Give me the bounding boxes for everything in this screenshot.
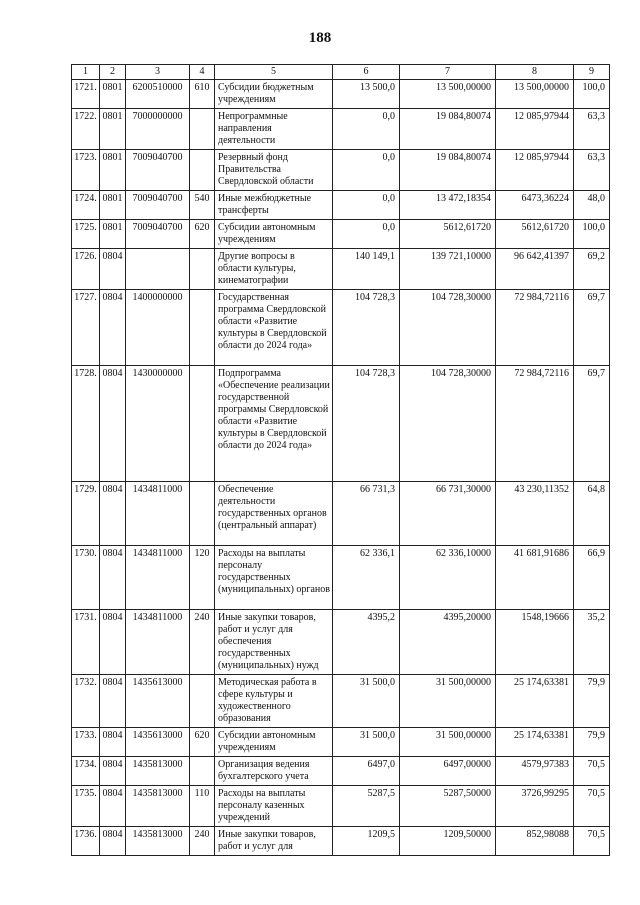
table-row (72, 728, 610, 757)
value-col6: 1209,5 (333, 827, 400, 856)
expense-type: 240 (190, 610, 215, 675)
row-number: 1723. (72, 150, 100, 191)
item-name: Подпрограмма «Обеспечение реализации государственной программы Свердловской области «Развитие культуры в Свердловской области до 2024 года» (215, 366, 333, 482)
value-col8: 1548,19666 (496, 610, 574, 675)
value-col6: 0,0 (333, 150, 400, 191)
table-row (72, 786, 610, 827)
value-col8: 5612,61720 (496, 220, 574, 249)
item-name: Государственная программа Свердловской области «Развитие культуры в Свердловской области до 2024 года» (215, 290, 333, 366)
expense-type: 620 (190, 728, 215, 757)
target-code: 6200510000 (126, 80, 190, 109)
value-col6: 5287,5 (333, 786, 400, 827)
value-col9: 70,5 (574, 786, 610, 827)
value-col6: 6497,0 (333, 757, 400, 786)
value-col9: 69,2 (574, 249, 610, 290)
section-code: 0801 (100, 80, 126, 109)
table-row (72, 366, 610, 482)
item-name: Субсидии бюджетным учреждениям (215, 80, 333, 109)
value-col7: 5612,61720 (400, 220, 496, 249)
expense-type (190, 109, 215, 150)
expense-type (190, 249, 215, 290)
table-row (72, 546, 610, 610)
value-col7: 66 731,30000 (400, 482, 496, 546)
value-col8: 72 984,72116 (496, 366, 574, 482)
value-col7: 19 084,80074 (400, 150, 496, 191)
header-cell: 8 (496, 65, 574, 80)
expense-type (190, 150, 215, 191)
item-name: Расходы на выплаты персоналу казенных учреждений (215, 786, 333, 827)
value-col8: 4579,97383 (496, 757, 574, 786)
item-name: Обеспечение деятельности государственных органов (центральный аппарат) (215, 482, 333, 546)
section-code: 0804 (100, 827, 126, 856)
row-number: 1731. (72, 610, 100, 675)
section-code: 0804 (100, 290, 126, 366)
value-col6: 4395,2 (333, 610, 400, 675)
row-number: 1732. (72, 675, 100, 728)
value-col9: 63,3 (574, 150, 610, 191)
value-col6: 104 728,3 (333, 290, 400, 366)
item-name: Другие вопросы в области культуры, кинематографии (215, 249, 333, 290)
value-col6: 104 728,3 (333, 366, 400, 482)
value-col9: 79,9 (574, 728, 610, 757)
value-col8: 13 500,00000 (496, 80, 574, 109)
value-col9: 79,9 (574, 675, 610, 728)
value-col8: 12 085,97944 (496, 150, 574, 191)
page-number: 188 (308, 30, 332, 46)
target-code: 7009040700 (126, 150, 190, 191)
item-name: Иные межбюджетные трансферты (215, 191, 333, 220)
table-row (72, 191, 610, 220)
table-row (72, 249, 610, 290)
section-code: 0804 (100, 610, 126, 675)
header-cell: 6 (333, 65, 400, 80)
section-code: 0804 (100, 482, 126, 546)
section-code: 0804 (100, 366, 126, 482)
target-code: 1435813000 (126, 757, 190, 786)
section-code: 0804 (100, 728, 126, 757)
expense-type: 620 (190, 220, 215, 249)
value-col9: 69,7 (574, 290, 610, 366)
expense-type: 240 (190, 827, 215, 856)
header-cell: 9 (574, 65, 610, 80)
row-number: 1724. (72, 191, 100, 220)
target-code: 1435613000 (126, 728, 190, 757)
item-name: Резервный фонд Правительства Свердловской области (215, 150, 333, 191)
row-number: 1727. (72, 290, 100, 366)
expense-type: 110 (190, 786, 215, 827)
table-row (72, 80, 610, 109)
value-col6: 31 500,0 (333, 728, 400, 757)
section-code: 0804 (100, 757, 126, 786)
target-code: 1435813000 (126, 827, 190, 856)
header-row (72, 65, 610, 80)
expense-type (190, 290, 215, 366)
item-name: Непрограммные направления деятельности (215, 109, 333, 150)
table-row (72, 757, 610, 786)
target-code: 7009040700 (126, 220, 190, 249)
value-col7: 6497,00000 (400, 757, 496, 786)
row-number: 1735. (72, 786, 100, 827)
table-row (72, 675, 610, 728)
value-col7: 104 728,30000 (400, 366, 496, 482)
value-col9: 63,3 (574, 109, 610, 150)
row-number: 1734. (72, 757, 100, 786)
value-col8: 25 174,63381 (496, 728, 574, 757)
value-col6: 0,0 (333, 220, 400, 249)
value-col9: 100,0 (574, 80, 610, 109)
table-row (72, 827, 610, 856)
target-code: 1435813000 (126, 786, 190, 827)
value-col7: 62 336,10000 (400, 546, 496, 610)
value-col6: 140 149,1 (333, 249, 400, 290)
item-name: Организация ведения бухгалтерского учета (215, 757, 333, 786)
section-code: 0801 (100, 109, 126, 150)
value-col8: 3726,99295 (496, 786, 574, 827)
row-number: 1726. (72, 249, 100, 290)
row-number: 1730. (72, 546, 100, 610)
value-col7: 19 084,80074 (400, 109, 496, 150)
section-code: 0804 (100, 675, 126, 728)
header-cell: 3 (126, 65, 190, 80)
row-number: 1725. (72, 220, 100, 249)
value-col8: 41 681,91686 (496, 546, 574, 610)
value-col8: 96 642,41397 (496, 249, 574, 290)
value-col8: 25 174,63381 (496, 675, 574, 728)
item-name: Иные закупки товаров, работ и услуг для (215, 827, 333, 856)
value-col6: 0,0 (333, 109, 400, 150)
value-col9: 70,5 (574, 757, 610, 786)
value-col7: 104 728,30000 (400, 290, 496, 366)
value-col6: 31 500,0 (333, 675, 400, 728)
value-col8: 72 984,72116 (496, 290, 574, 366)
header-cell: 5 (215, 65, 333, 80)
row-number: 1721. (72, 80, 100, 109)
row-number: 1722. (72, 109, 100, 150)
target-code (126, 249, 190, 290)
value-col8: 852,98088 (496, 827, 574, 856)
table-row (72, 290, 610, 366)
value-col8: 43 230,11352 (496, 482, 574, 546)
target-code: 1435613000 (126, 675, 190, 728)
item-name: Расходы на выплаты персоналу государственных (муниципальных) органов (215, 546, 333, 610)
value-col9: 69,7 (574, 366, 610, 482)
section-code: 0801 (100, 220, 126, 249)
target-code: 7009040700 (126, 191, 190, 220)
target-code: 1400000000 (126, 290, 190, 366)
item-name: Иные закупки товаров, работ и услуг для обеспечения государственных (муниципальных) нужд (215, 610, 333, 675)
item-name: Методическая работа в сфере культуры и художественного образования (215, 675, 333, 728)
expense-type (190, 482, 215, 546)
value-col7: 139 721,10000 (400, 249, 496, 290)
value-col7: 31 500,00000 (400, 675, 496, 728)
value-col8: 12 085,97944 (496, 109, 574, 150)
row-number: 1736. (72, 827, 100, 856)
value-col7: 4395,20000 (400, 610, 496, 675)
value-col7: 13 472,18354 (400, 191, 496, 220)
value-col7: 1209,50000 (400, 827, 496, 856)
value-col9: 64,8 (574, 482, 610, 546)
header-cell: 1 (72, 65, 100, 80)
table-row (72, 482, 610, 546)
value-col9: 35,2 (574, 610, 610, 675)
value-col7: 31 500,00000 (400, 728, 496, 757)
target-code: 1434811000 (126, 546, 190, 610)
row-number: 1728. (72, 366, 100, 482)
expense-type: 540 (190, 191, 215, 220)
value-col9: 70,5 (574, 827, 610, 856)
expense-type (190, 675, 215, 728)
value-col6: 62 336,1 (333, 546, 400, 610)
expense-type (190, 757, 215, 786)
target-code: 1434811000 (126, 610, 190, 675)
table-row (72, 610, 610, 675)
section-code: 0804 (100, 249, 126, 290)
item-name: Субсидии автономным учреждениям (215, 220, 333, 249)
table-row (72, 220, 610, 249)
row-number: 1729. (72, 482, 100, 546)
value-col9: 66,9 (574, 546, 610, 610)
item-name: Субсидии автономным учреждениям (215, 728, 333, 757)
header-cell: 4 (190, 65, 215, 80)
section-code: 0801 (100, 191, 126, 220)
expense-type (190, 366, 215, 482)
table-row (72, 109, 610, 150)
value-col8: 6473,36224 (496, 191, 574, 220)
table-row (72, 150, 610, 191)
section-code: 0801 (100, 150, 126, 191)
header-cell: 7 (400, 65, 496, 80)
target-code: 1434811000 (126, 482, 190, 546)
value-col7: 13 500,00000 (400, 80, 496, 109)
target-code: 1430000000 (126, 366, 190, 482)
expense-type: 120 (190, 546, 215, 610)
value-col9: 100,0 (574, 220, 610, 249)
value-col6: 0,0 (333, 191, 400, 220)
expense-type: 610 (190, 80, 215, 109)
header-cell: 2 (100, 65, 126, 80)
row-number: 1733. (72, 728, 100, 757)
value-col6: 66 731,3 (333, 482, 400, 546)
value-col6: 13 500,0 (333, 80, 400, 109)
section-code: 0804 (100, 786, 126, 827)
value-col7: 5287,50000 (400, 786, 496, 827)
section-code: 0804 (100, 546, 126, 610)
budget-table (71, 64, 610, 856)
value-col9: 48,0 (574, 191, 610, 220)
target-code: 7000000000 (126, 109, 190, 150)
